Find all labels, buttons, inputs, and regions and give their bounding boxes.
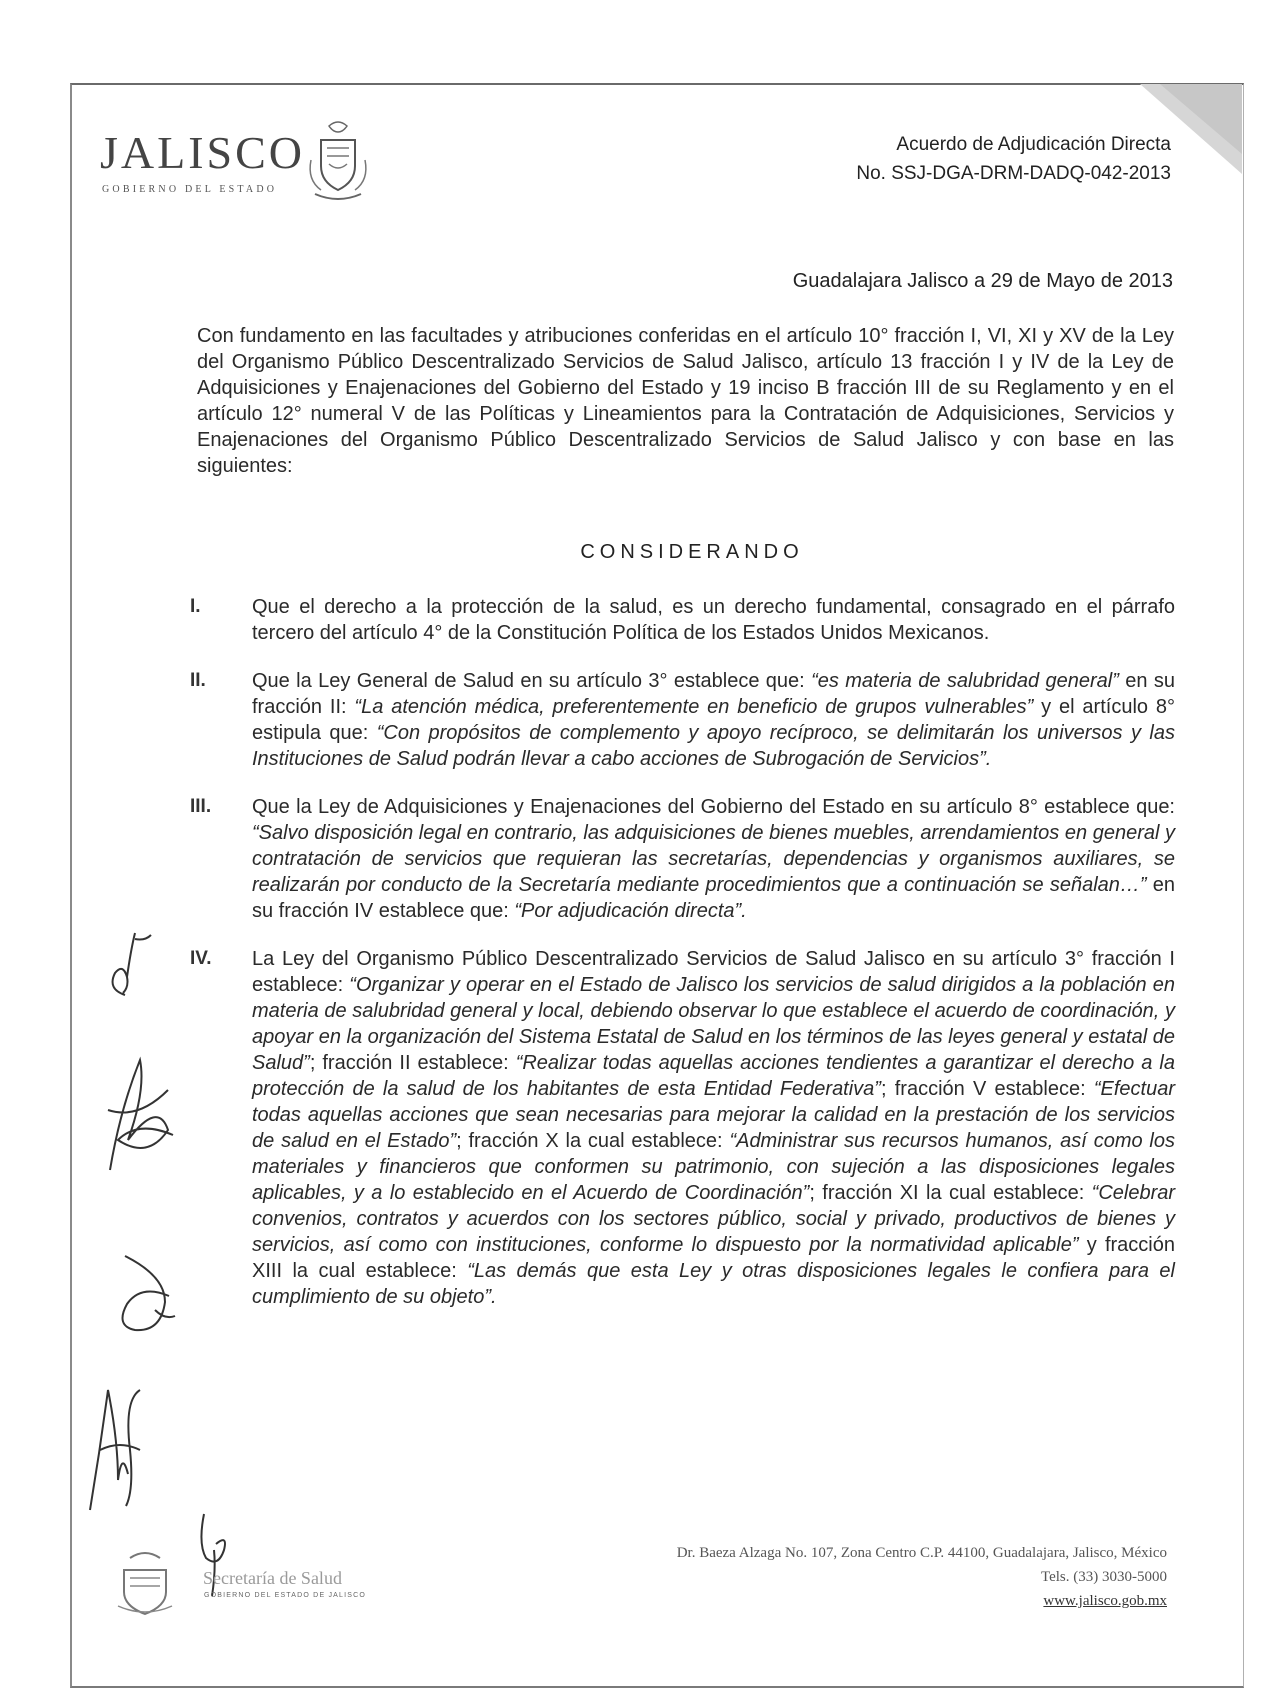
signature-3 xyxy=(115,1250,185,1340)
section-title: CONSIDERANDO xyxy=(580,541,804,563)
signature-2 xyxy=(90,1050,180,1180)
quote: “Celebrar convenios, contratos y acuerdos con los sectores público, social y privado, productivos de bienes y servicios, así como con instituciones, conforme lo dispuesto por la normatividad aplicable” xyxy=(252,1182,1176,1256)
item-number: II. xyxy=(190,670,206,691)
footer-org-name: Secretaría de Salud xyxy=(203,1568,342,1588)
quote: “Con propósitos de complemento y apoyo recíproco, se delimitarán los universos y las Instituciones de Salud podrán llevar a cabo acciones de Subrogación de Servicios”. xyxy=(252,722,1175,770)
quote: “Efectuar todas aquellas acciones que sean necesarias para mejorar la calidad en la prestación de los servicios de salud en el Estado” xyxy=(252,1078,1176,1152)
quote: “Salvo disposición legal en contrario, las adquisiciones de bienes muebles, arrendamientos en general y contratación de servicios que requieran las secretarías, dependencias y organismos auxiliares, se realizarán por conducto de la Secretaría mediante procedimientos que a continuación se señalan…” xyxy=(252,822,1175,896)
intro-paragraph: Con fundamento en las facultades y atribuciones conferidas en el artículo 10° fracción I, VI, XI y XV de la Ley del Organismo Público Descentralizado Servicios de Salud Jalisco, artículo 13 fracción I y IV de la Ley de Adquisiciones y Enajenaciones del Gobierno del Estado y 19 inciso B fracción III de su Reglamento y en el artículo 12° numeral V de las Políticas y Lineamientos para la Contratación de Adquisiciones, Servicios y Enajenaciones del Organismo Público Descentralizado Servicios de Salud Jalisco y con base en las siguientes: xyxy=(197,325,1174,477)
logo-wordmark: JALISCO xyxy=(100,127,306,178)
item-text: Que la Ley de Adquisiciones y Enajenaciones del Gobierno del Estado en su artículo 8° establece que: “Salvo disposición legal en contrario, las adquisiciones de bienes muebles, arrendamientos en general y contratación de servicios que requieran las secretarías, dependencias y organismos auxiliares, se realizarán por conducto de la Secretaría mediante procedimientos que a continuación se señalan…” en su fracción IV establece que: “Por adjudicación directa”. xyxy=(252,796,1175,922)
item-number: I. xyxy=(190,596,201,617)
quote: “Realizar todas aquellas acciones tendientes a garantizar el derecho a la protección de la salud de los habitantes de esta Entidad Federativa” xyxy=(252,1052,1175,1100)
item-text: La Ley del Organismo Público Descentralizado Servicios de Salud Jalisco en su artículo 3° fracción I establece: “Organizar y operar en el Estado de Jalisco los servicios de salud dirigidos a la población en materia de salubridad general y local, debiendo observar lo que establece el acuerdo de coordinación, y apoyar en la organización del Sistema Estatal de Salud en los términos de las leyes general y estatal de Salud”; fracción II establece: “Realizar todas aquellas acciones tendientes a garantizar el derecho a la protección de la salud de los habitantes de esta Entidad Federativa”; fracción V establece: “Efectuar todas aquellas acciones que sean necesarias para mejorar la calidad en la prestación de los servicios de salud en el Estado”; fracción X la cual establece: “Administrar sus recursos humanos, así como los materiales y financieros que conformen su patrimonio, con sujeción a las disposiciones legales aplicables, y a lo establecido en el Acuerdo de Coordinación”; fracción XI la cual establece: “Celebrar convenios, contratos y acuerdos con los sectores público, social y privado, productivos de bienes y servicios, así como con instituciones, conforme lo dispuesto por la normatividad aplicable” y fracción XIII la cual establece: “Las demás que esta Ley y otras disposiciones legales le confiera para el cumplimiento de su objeto”. xyxy=(252,948,1176,1308)
quote: “La atención médica, preferentemente en beneficio de grupos vulnerables” xyxy=(354,696,1034,718)
list-item xyxy=(190,794,1175,924)
item-number: III. xyxy=(190,796,212,817)
crest-icon xyxy=(110,1550,180,1620)
signature-initials-1 xyxy=(95,925,165,1005)
footer-phone: Tels. (33) 3030-5000 xyxy=(1040,1569,1167,1585)
list-item xyxy=(190,946,1175,1310)
date-line: Guadalajara Jalisco a 29 de Mayo de 2013 xyxy=(792,270,1173,292)
quote: “Organizar y operar en el Estado de Jalisco los servicios de salud dirigidos a la población en materia de salubridad general y local, debiendo observar lo que establece el acuerdo de coordinación, y apoyar en la organización del Sistema Estatal de Salud en los términos de las leyes general y estatal de Salud” xyxy=(252,974,1176,1074)
quote: “Administrar sus recursos humanos, así como los materiales y financieros que conformen su patrimonio, con sujeción a las disposiciones legales aplicables, y a lo establecido en el Acuerdo de Coordinación” xyxy=(252,1130,1175,1204)
signature-4 xyxy=(70,1370,180,1520)
document-type: Acuerdo de Adjudicación Directa xyxy=(896,134,1171,155)
crest-icon xyxy=(305,120,371,202)
footer-org-subtitle: GOBIERNO DEL ESTADO DE JALISCO xyxy=(204,1592,367,1599)
footer-website-link[interactable]: www.jalisco.gob.mx xyxy=(1043,1593,1167,1609)
item-text: Que el derecho a la protección de la salud, es un derecho fundamental, consagrado en el párrafo tercero del artículo 4° de la Constitución Política de los Estados Unidos Mexicanos. xyxy=(252,596,1175,644)
item-text: Que la Ley General de Salud en su artículo 3° establece que: “es materia de salubridad general” en su fracción II: “La atención médica, preferentemente en beneficio de grupos vulnerables” y el artículo 8° estipula que: “Con propósitos de complemento y apoyo recíproco, se delimitarán los universos y las Instituciones de Salud podrán llevar a cabo acciones de Subrogación de Servicios”. xyxy=(252,670,1176,770)
quote: “Las demás que esta Ley y otras disposiciones legales le confiera para el cumplimiento de su objeto”. xyxy=(252,1260,1175,1308)
footer-address: Dr. Baeza Alzaga No. 107, Zona Centro C.P. 44100, Guadalajara, Jalisco, México xyxy=(676,1545,1167,1561)
quote: “es materia de salubridad general” xyxy=(811,670,1119,692)
jalisco-logo xyxy=(100,127,370,200)
quote: “Por adjudicación directa”. xyxy=(514,900,747,922)
logo-subtitle: GOBIERNO DEL ESTADO xyxy=(102,184,278,195)
document-header xyxy=(856,130,1171,188)
document-number: No. SSJ-DGA-DRM-DADQ-042-2013 xyxy=(856,163,1171,184)
footer-contact xyxy=(677,1541,1167,1613)
list-item xyxy=(190,668,1175,772)
list-item xyxy=(190,594,1175,646)
footer-logo xyxy=(110,1550,400,1610)
item-number: IV. xyxy=(190,948,212,969)
considerando-list xyxy=(190,594,1175,1332)
